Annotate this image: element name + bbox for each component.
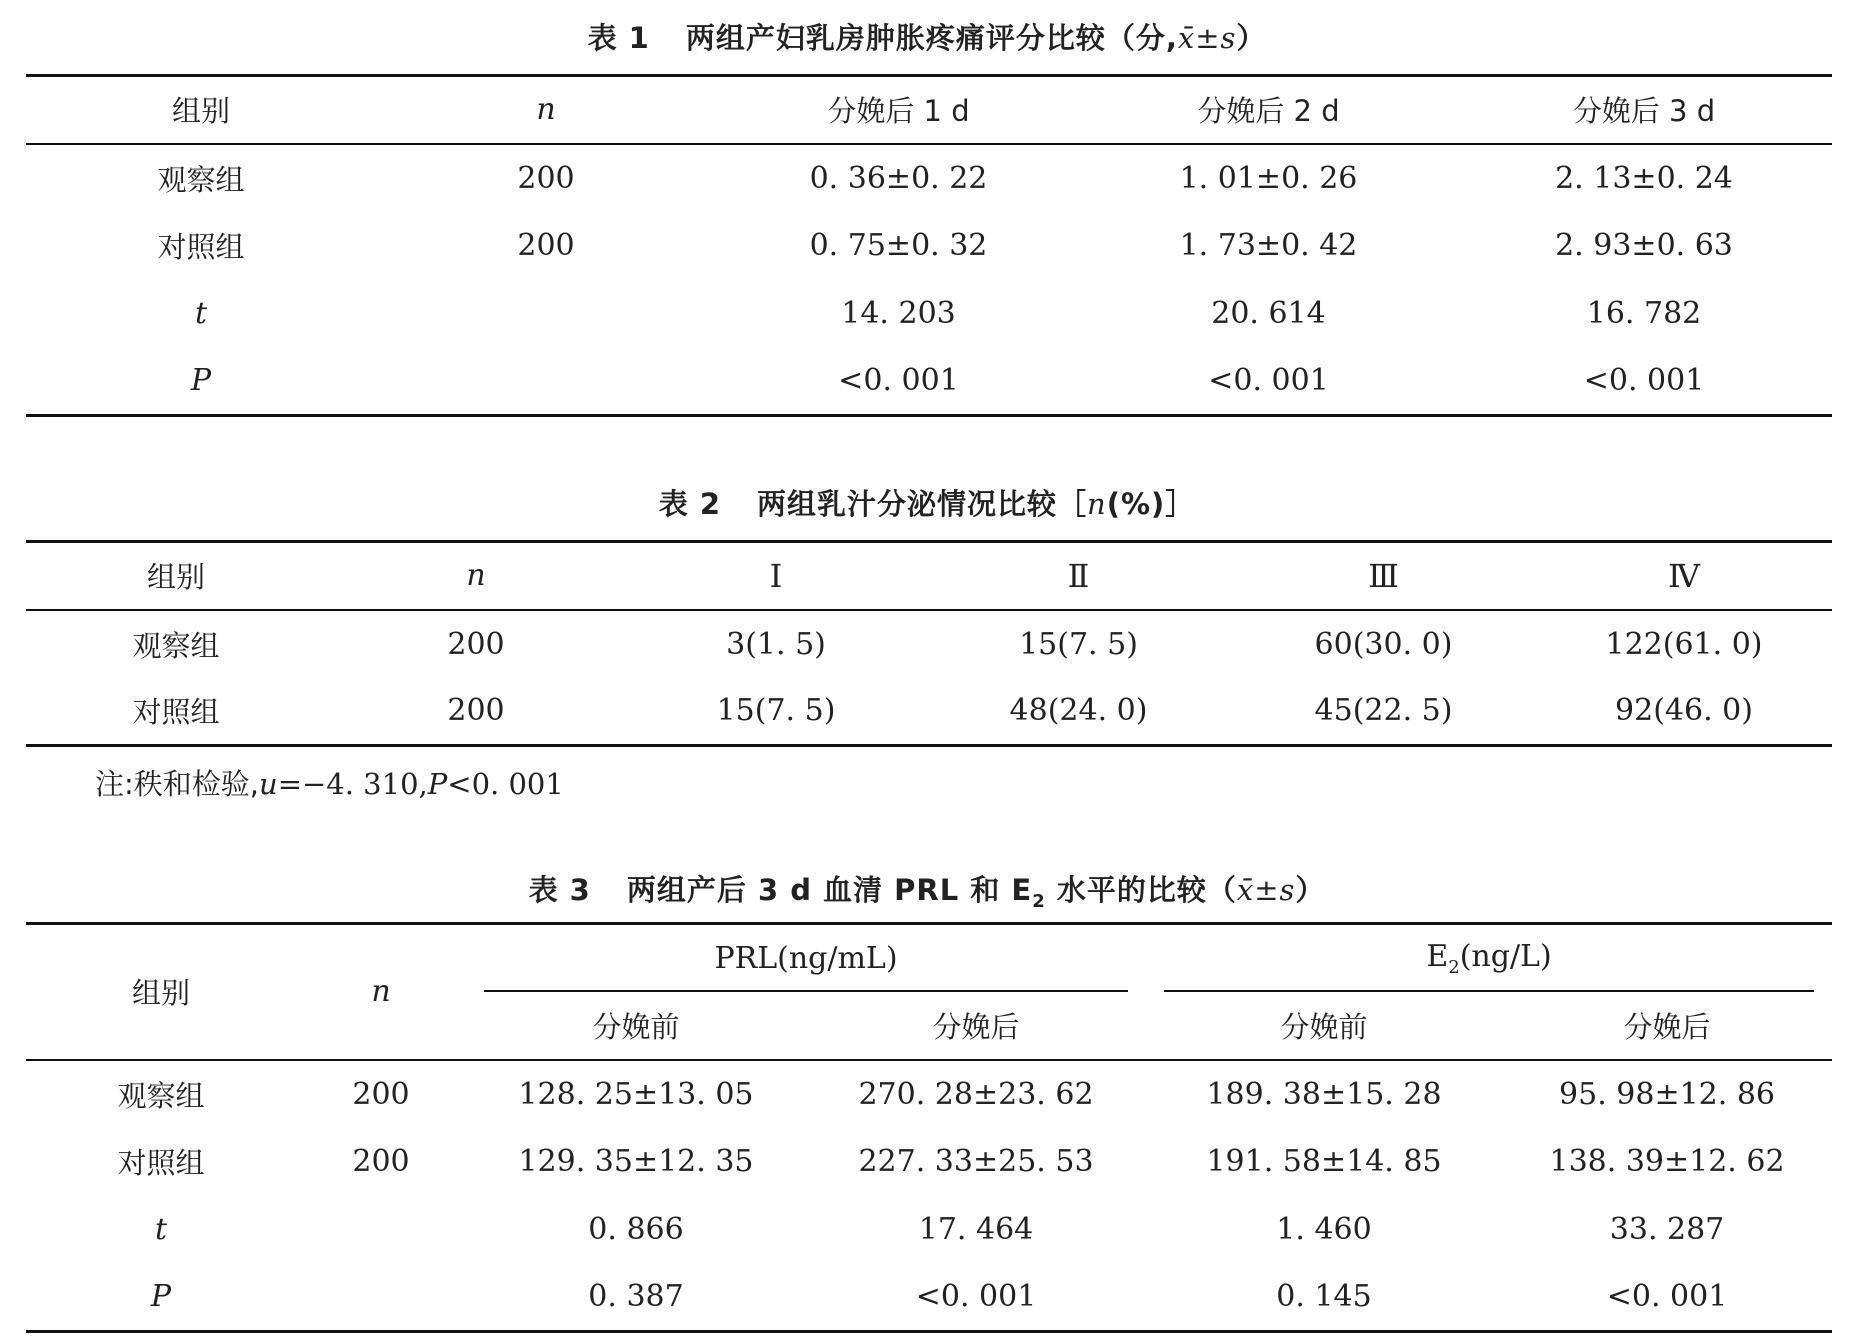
note-prefix: 注:秩和检验, xyxy=(95,767,259,801)
table1-caption-title: 两组产妇乳房肿胀疼痛评分比较（分, xyxy=(685,21,1178,55)
table1-header-row xyxy=(26,76,1832,144)
note-u-value: =−4. 310, xyxy=(277,767,428,801)
table-row xyxy=(26,610,1832,678)
table3 xyxy=(26,922,1832,1333)
table-row xyxy=(26,1128,1832,1196)
cell: 200 xyxy=(352,1076,410,1112)
cell: 1. 01±0. 26 xyxy=(1179,160,1358,196)
note-u-symbol: u xyxy=(259,767,278,801)
cell: 48(24. 0) xyxy=(1009,693,1148,729)
cell: 200 xyxy=(352,1144,410,1179)
table3-header-e2 xyxy=(1146,924,1832,992)
table-row xyxy=(26,212,1832,280)
table2-header-grade4: Ⅳ xyxy=(1536,542,1832,610)
table2-caption-close: (%)］ xyxy=(1106,487,1196,521)
cell: <0. 001 xyxy=(1583,363,1705,399)
table1-header-day3: 分娩后 3 d xyxy=(1456,76,1832,144)
cell: 200 xyxy=(447,626,505,662)
table3-caption-title-b: 水平的比较（ xyxy=(1045,873,1237,907)
table1 xyxy=(26,74,1832,417)
table1-caption-close: ） xyxy=(1236,21,1267,55)
table-row xyxy=(26,280,1832,348)
cell: 95. 98±12. 86 xyxy=(1559,1076,1776,1112)
cell: 1. 460 xyxy=(1276,1212,1372,1247)
cell: 45(22. 5) xyxy=(1314,693,1453,729)
table1-header-day2: 分娩后 2 d xyxy=(1081,76,1456,144)
row-label: 对照组 xyxy=(132,695,220,730)
cell: 3(1. 5) xyxy=(726,626,826,662)
cell: <0. 001 xyxy=(1606,1279,1728,1315)
cell: 1. 73±0. 42 xyxy=(1179,228,1358,263)
table3-header-group: 组别 xyxy=(26,924,296,1060)
cell: 200 xyxy=(447,693,505,729)
table3-caption xyxy=(0,868,1854,912)
table2-header-grade3: Ⅲ xyxy=(1231,542,1536,610)
row-label: 观察组 xyxy=(132,628,220,663)
cell: 189. 38±15. 28 xyxy=(1206,1076,1442,1112)
row-label: 观察组 xyxy=(117,1078,205,1113)
cell: 191. 58±14. 85 xyxy=(1206,1144,1442,1179)
table3-header-e2-unit: (ng/L) xyxy=(1459,938,1552,974)
table3-header-e2-sub: 2 xyxy=(1448,956,1460,978)
cell xyxy=(376,348,716,416)
cell xyxy=(296,1196,466,1264)
cell: 200 xyxy=(517,228,575,263)
table-row xyxy=(26,348,1832,416)
row-label: t xyxy=(194,296,208,331)
cell: 128. 25±13. 05 xyxy=(518,1076,754,1112)
table2-caption xyxy=(0,482,1854,523)
table2-header-grade2: Ⅱ xyxy=(926,542,1231,610)
cell: 16. 782 xyxy=(1586,296,1702,331)
table2-caption-symbol: n xyxy=(1087,487,1107,521)
table3-header-prl-text: PRL(ng/mL) xyxy=(714,940,898,976)
cell: 0. 866 xyxy=(588,1212,684,1247)
cell: 14. 203 xyxy=(841,296,956,331)
cell: 200 xyxy=(517,160,575,196)
row-label: t xyxy=(154,1212,168,1247)
table2 xyxy=(26,540,1832,747)
cell: 2. 93±0. 63 xyxy=(1555,228,1733,263)
cell: 0. 75±0. 32 xyxy=(809,228,988,263)
table3-caption-label: 表 3 xyxy=(528,873,591,907)
table1-caption-symbol: x̄±s xyxy=(1177,21,1237,55)
row-label: 对照组 xyxy=(157,230,245,264)
table1-header-n: n xyxy=(376,76,716,144)
table3-subheader-e2-before: 分娩前 xyxy=(1146,992,1502,1060)
table3-caption-title-a: 两组产后 3 d 血清 PRL 和 E xyxy=(626,873,1033,907)
table2-caption-label: 表 2 xyxy=(658,487,721,521)
row-label: 对照组 xyxy=(117,1146,205,1180)
table3-subheader-e2-after: 分娩后 xyxy=(1502,992,1832,1060)
cell: 129. 35±12. 35 xyxy=(518,1144,754,1179)
table3-caption-close: ） xyxy=(1295,873,1326,907)
cell: 2. 13±0. 24 xyxy=(1555,160,1733,196)
table3-header-prl xyxy=(466,924,1146,992)
cell: 15(7. 5) xyxy=(1019,626,1138,662)
table3-header-n: n xyxy=(296,924,466,1060)
table3-caption-symbol: x̄±s xyxy=(1236,873,1296,907)
cell: 138. 39±12. 62 xyxy=(1549,1144,1785,1179)
cell xyxy=(296,1264,466,1332)
cell: 20. 614 xyxy=(1211,296,1326,331)
cell: 0. 387 xyxy=(588,1279,684,1315)
table2-header-grade1: Ⅰ xyxy=(626,542,926,610)
cell: 15(7. 5) xyxy=(716,693,836,729)
cell: 0. 36±0. 22 xyxy=(809,160,988,196)
table-row xyxy=(26,1060,1832,1128)
table3-header-e2-main: E xyxy=(1426,938,1449,974)
note-p-symbol: P xyxy=(427,767,448,801)
cell: 227. 33±25. 53 xyxy=(858,1144,1094,1179)
note-p-value: <0. 001 xyxy=(447,767,564,801)
table2-note xyxy=(95,762,564,803)
table1-caption xyxy=(0,16,1854,57)
table-row xyxy=(26,678,1832,746)
table1-header-group: 组别 xyxy=(26,76,376,144)
cell: 33. 287 xyxy=(1609,1212,1725,1247)
table3-subheader-prl-after: 分娩后 xyxy=(806,992,1146,1060)
cell: <0. 001 xyxy=(915,1279,1037,1315)
table2-header-group: 组别 xyxy=(26,542,326,610)
cell xyxy=(376,280,716,348)
table3-caption-subscript: 2 xyxy=(1032,890,1046,912)
table2-header-row xyxy=(26,542,1832,610)
table1-header-day1: 分娩后 1 d xyxy=(716,76,1081,144)
table2-header-n: n xyxy=(326,542,626,610)
cell: 122(61. 0) xyxy=(1605,626,1763,662)
table2-caption-title: 两组乳汁分泌情况比较［ xyxy=(757,487,1088,521)
table-row xyxy=(26,1264,1832,1332)
row-label: 观察组 xyxy=(157,162,245,197)
table-row xyxy=(26,1196,1832,1264)
row-label: P xyxy=(190,363,212,399)
table1-caption-label: 表 1 xyxy=(587,21,650,55)
row-label: P xyxy=(150,1279,172,1315)
cell: <0. 001 xyxy=(1208,363,1329,399)
cell: 92(46. 0) xyxy=(1615,693,1753,729)
cell: 0. 145 xyxy=(1276,1279,1372,1315)
table3-header-row-1 xyxy=(26,924,1832,992)
table-row xyxy=(26,144,1832,212)
cell: 270. 28±23. 62 xyxy=(858,1076,1094,1112)
cell: 17. 464 xyxy=(918,1212,1034,1247)
table3-subheader-prl-before: 分娩前 xyxy=(466,992,806,1060)
cell: <0. 001 xyxy=(838,363,959,399)
cell: 60(30. 0) xyxy=(1314,626,1453,662)
